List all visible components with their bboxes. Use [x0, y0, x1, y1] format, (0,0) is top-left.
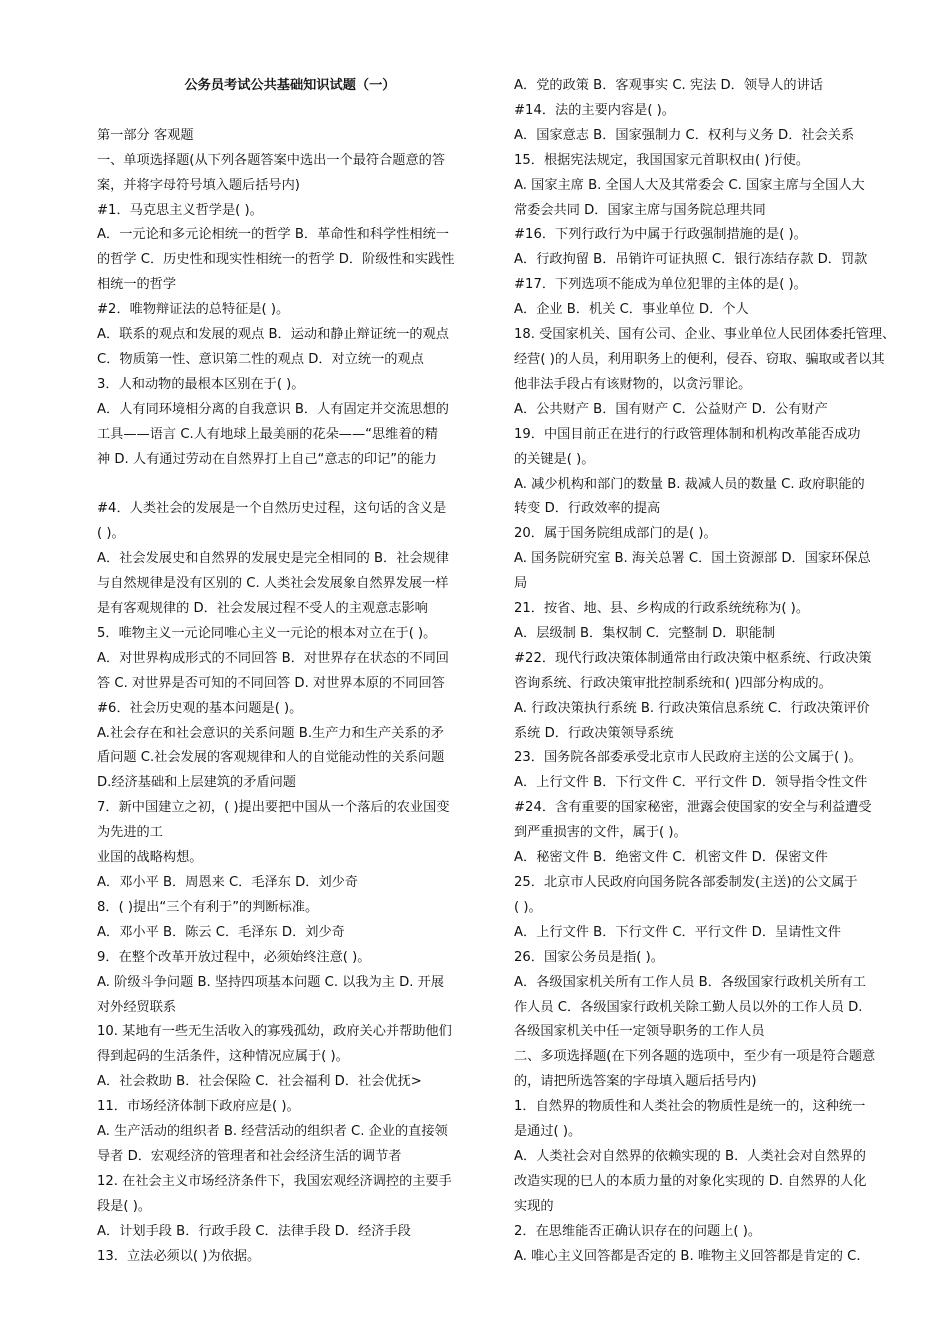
text-line: A. 减少机构和部门的数量 B. 裁减人员的数量 C. 政府职能的 [514, 476, 865, 492]
text-line: A．上行文件 B．下行文件 C．平行文件 D．领导指令性文件 [514, 775, 868, 791]
text-line: 神 D. 人有通过劳动在自然界打上自己“意志的印记”的能力 [97, 451, 437, 467]
text-line: 到严重损害的文件，属于( )。 [514, 825, 687, 841]
text-line: 2．在思维能否正确认识存在的问题上( )。 [514, 1223, 762, 1239]
text-line: 是有客观规律的 D．社会发展过程不受人的主观意志影响 [97, 601, 428, 616]
text-line: 转变 D．行政效率的提高 [514, 501, 661, 517]
text-line: 二、多项选择题(在下列各题的选项中，至少有一项是符合题意 [514, 1049, 876, 1065]
text-line: 一、单项选择题(从下列各题答案中选出一个最符合题意的答 [97, 152, 446, 168]
text-line: 相统一的哲学 [97, 277, 177, 293]
text-line: A. 行政决策执行系统 B. 行政决策信息系统 C．行政决策评价 [514, 700, 870, 716]
text-line: A.社会存在和社会意识的关系问题 B.生产力和生产关系的矛 [97, 725, 444, 741]
text-line: #4．人类社会的发展是一个自然历史过程，这句话的含义是 [97, 501, 447, 517]
text-line: 的关键是( )。 [514, 451, 595, 467]
text-line: ( )。 [97, 526, 125, 542]
text-line: 23．国务院各部委承受北京市人民政府主送的公文属于( )。 [514, 750, 862, 766]
text-line: 是通过( )。 [514, 1124, 582, 1140]
text-line: 5．唯物主义一元论同唯心主义一元论的根本对立在于( )。 [97, 625, 437, 641]
text-line: A. 阶级斗争问题 B. 坚持四项基本问题 C. 以我为主 D. 开展 [97, 974, 445, 990]
text-line: A. 唯心主义回答都是否定的 B. 唯物主义回答都是肯定的 C. [514, 1248, 861, 1264]
text-line: #24．含有重要的国家秘密，泄露会使国家的安全与利益遭受 [514, 800, 872, 816]
text-line: A．国家意志 B．国家强制力 C．权利与义务 D．社会关系 [514, 127, 855, 143]
text-line: A．行政拘留 B．吊销许可证执照 C．银行冻结存款 D．罚款 [514, 252, 868, 268]
text-line: 咨询系统、行政决策审批控制系统和( )四部分构成的。 [514, 675, 832, 691]
text-line: #17．下列选项不能成为单位犯罪的主体的是( )。 [514, 277, 807, 293]
text-line: 作人员 C．各级国家行政机关除工勤人员以外的工作人员 D. [514, 999, 863, 1015]
text-line: 导者 D．宏观经济的管理者和社会经济生活的调节者 [97, 1148, 402, 1164]
text-line: 的，请把所选答案的字母填入题后括号内) [514, 1074, 757, 1090]
text-line: 8．( )提出“三个有利于”的判断标准。 [97, 899, 319, 915]
text-line: 盾问题 C.社会发展的客观规律和人的自觉能动性的关系问题 [97, 750, 445, 766]
text-line: A．企业 B．机关 C．事业单位 D．个人 [514, 302, 749, 318]
text-line: 常委会共同 D．国家主席与国务院总理共同 [514, 202, 766, 218]
text-line: A．社会发展史和自然界的发展史是完全相同的 B．社会规律 [97, 551, 449, 567]
text-line: A．人类社会对自然界的依赖实现的 B．人类社会对自然界的 [514, 1148, 866, 1164]
text-line: A. 生产活动的组织者 B. 经营活动的组织者 C. 企业的直接领 [97, 1124, 448, 1140]
text-line: A．人有同环境相分离的自我意识 B．人有固定并交流思想的 [97, 401, 449, 417]
text-line: A．公共财产 B．国有财产 C．公益财产 D．公有财产 [514, 401, 828, 417]
text-line: 18. 受国家机关、国有公司、企业、事业单位人民团体委托管理、 [514, 327, 896, 343]
text-line: 对外经贸联系 [97, 999, 177, 1015]
text-line: 9．在整个改革开放过程中，必须始终注意( )。 [97, 949, 371, 965]
text-line: 与自然规律是没有区别的 C. 人类社会发展象自然界发展一样 [97, 576, 449, 592]
text-line: 系统 D．行政决策领导系统 [514, 725, 674, 741]
text-line: 案，并将字母符号填入题后括号内) [97, 177, 300, 193]
text-line: 10. 某地有一些无生活收入的寡残孤幼，政府关心并帮助他们 [97, 1024, 452, 1040]
text-line: 20．属于国务院组成部门的是( )。 [514, 526, 717, 542]
text-line: 他非法手段占有该财物的，以贪污罪论。 [514, 376, 752, 392]
right-column [514, 74, 900, 1270]
text-line: 为先进的工 [97, 825, 163, 841]
text-line: A．一元论和多元论相统一的哲学 B．革命性和科学性相统一 [97, 227, 449, 243]
text-line: #22．现代行政决策体制通常由行政决策中枢系统、行政决策 [514, 650, 872, 666]
text-line: 3．人和动物的最根本区别在于( )。 [97, 376, 305, 392]
text-line: 实现的 [514, 1198, 554, 1214]
right-column-lines [514, 74, 900, 1270]
text-line: 局 [514, 576, 528, 592]
text-line: 段是( )。 [97, 1198, 152, 1214]
text-line: 1．自然界的物质性和人类社会的物质性是统一的，这种统一 [514, 1099, 866, 1115]
text-line: A．联系的观点和发展的观点 B．运动和静止辩证统一的观点 [97, 327, 449, 343]
text-line: 改造实现的巳人的本质力量的对象化实现的 D. 自然界的人化 [514, 1173, 867, 1189]
text-line: 12. 在社会主义市场经济条件下，我国宏观经济调控的主要手 [97, 1173, 452, 1189]
text-line: 的哲学 C．历史性和现实性相统一的哲学 D．阶级性和实践性 [97, 252, 455, 268]
text-line: A．对世界构成形式的不同回答 B．对世界存在状态的不同回 [97, 650, 449, 666]
text-line: 15．根据宪法规定，我国国家元首职权由( )行使。 [514, 152, 810, 168]
text-line: A．邓小平 B．陈云 C．毛泽东 D．刘少奇 [97, 924, 345, 940]
text-line: A．各级国家机关所有工作人员 B．各级国家行政机关所有工 [514, 974, 866, 990]
text-line: ( )。 [514, 899, 542, 915]
text-line: A．邓小平 B．周恩来 C．毛泽东 D．刘少奇 [97, 874, 359, 890]
text-line: A．党的政策 B．客观事实 C. 宪法 D．领导人的讲话 [514, 78, 823, 93]
text-line: 21．按省、地、县、乡构成的行政系统统称为( )。 [514, 601, 810, 617]
text-line: #6．社会历史观的基本问题是( )。 [97, 700, 303, 716]
text-line: #2．唯物辩证法的总特征是( )。 [97, 302, 290, 318]
text-line: C．物质第一性、意识第二性的观点 D．对立统一的观点 [97, 351, 424, 367]
text-line: 7．新中国建立之初，( )提出要把中国从一个落后的农业国变 [97, 800, 450, 816]
text-line: A．层级制 B．集权制 C．完整制 D．职能制 [514, 625, 776, 641]
text-line: A．上行文件 B．下行文件 C．平行文件 D．呈请性文件 [514, 924, 841, 940]
text-line: A. 国家主席 B. 全国人大及其常委会 C. 国家主席与全国人大 [514, 177, 865, 193]
text-line: 第一部分 客观题 [97, 127, 194, 143]
text-line: 答 C. 对世界是否可知的不同回答 D. 对世界本原的不同回答 [97, 675, 445, 691]
text-line: D.经济基础和上层建筑的矛盾问题 [97, 775, 296, 791]
text-line: 26．国家公务员是指( )。 [514, 949, 664, 965]
text-line: 工具——语言 C.人有地球上最美丽的花朵——“思维着的精 [97, 426, 438, 442]
text-line: A. 国务院研究室 B. 海关总署 C．国土资源部 D．国家环保总 [514, 551, 871, 567]
left-column-lines [97, 124, 483, 1270]
text-line [97, 472, 483, 497]
text-line: 得到起码的生活条件，这种情况应属于( )。 [97, 1049, 349, 1065]
text-line: 25．北京市人民政府向国务院各部委制发(主送)的公文属于 [514, 875, 858, 890]
text-line: A．计划手段 B．行政手段 C．法律手段 D．经济手段 [97, 1223, 411, 1239]
text-line: #1．马克思主义哲学是( )。 [97, 202, 263, 218]
text-line: 各级国家机关中任一定领导职务的工作人员 [514, 1024, 765, 1040]
text-line: 业国的战略构想。 [97, 850, 203, 866]
text-line: 11．市场经济体制下政府应是( )。 [97, 1099, 300, 1115]
left-column [97, 74, 483, 1269]
text-line: 13．立法必须以( )为依据。 [97, 1248, 261, 1264]
text-line: A．秘密文件 B．绝密文件 C．机密文件 D．保密文件 [514, 850, 828, 866]
text-line: 19．中国目前正在进行的行政管理体制和机构改革能否成功 [514, 426, 861, 442]
document-title: 公务员考试公共基础知识试题（一） [184, 78, 396, 93]
text-line: 经营( )的人员，利用职务上的便利，侵吞、窃取、骗取或者以其 [514, 351, 885, 367]
text-line: #16．下列行政行为中属于行政强制措施的是( )。 [514, 227, 807, 243]
text-line: A．社会救助 B．社会保险 C．社会福利 D．社会优抚> [97, 1074, 422, 1090]
text-line: #14．法的主要内容是( )。 [514, 102, 675, 118]
